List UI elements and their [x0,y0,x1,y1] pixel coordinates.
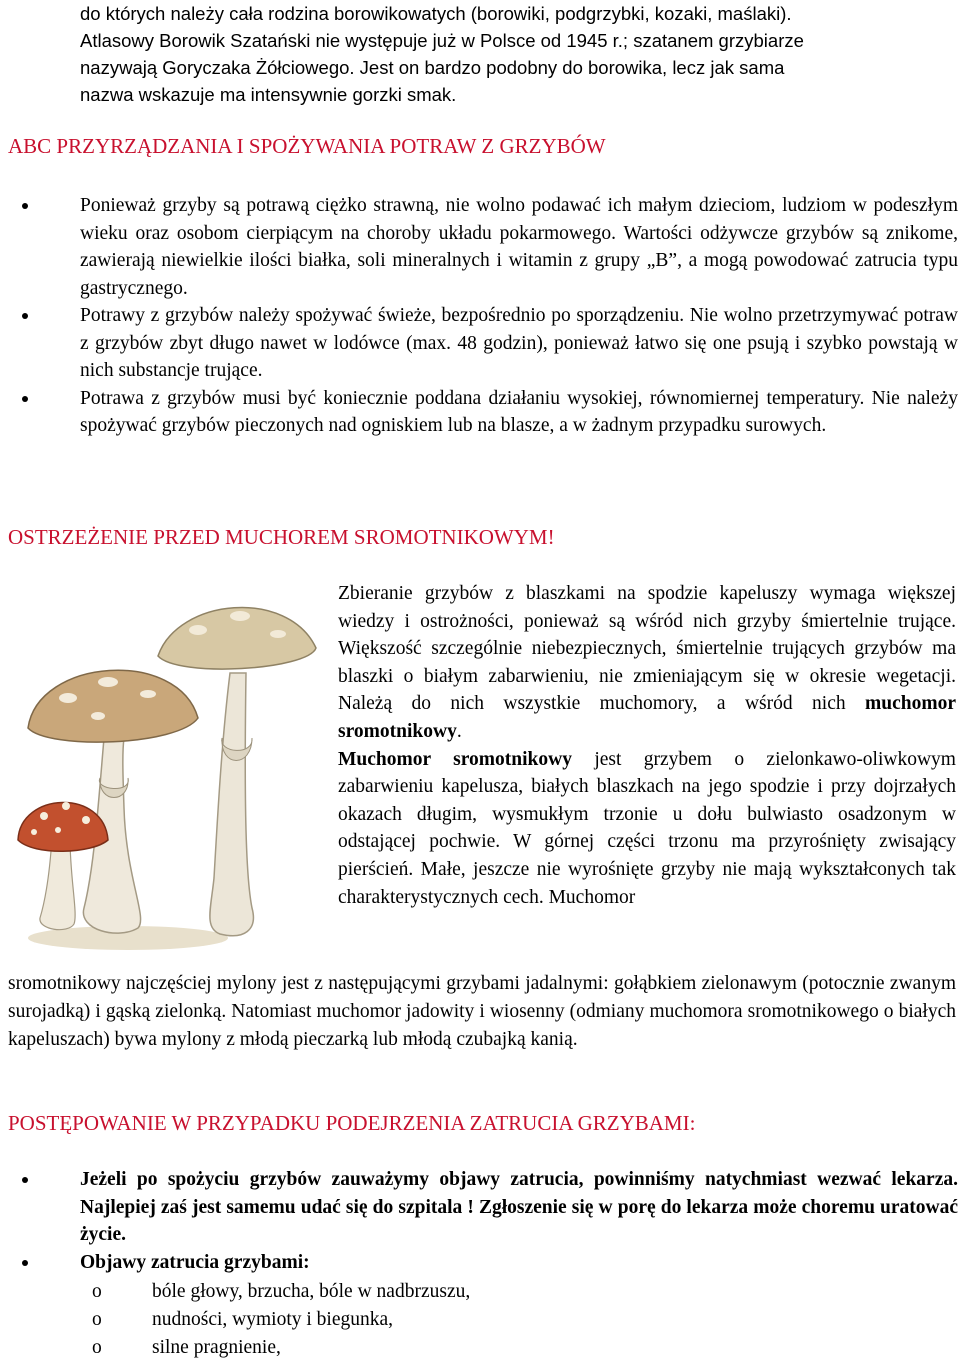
section-heading-poisoning: POSTĘPOWANIE W PRZYPADKU PODEJRZENIA ZATRUCIA GRZYBAMI: [8,1111,696,1135]
bullet-icon [22,1260,28,1266]
intro-line: do których należy cała rodzina borowikowatych (borowiki, podgrzybki, kozaki, maślaki). [80,3,792,24]
list-item-text: Objawy zatrucia grzybami: [80,1251,310,1273]
list-item [88,1306,470,1334]
list-item-text: silne pragnienie, [152,1337,281,1358]
list-item-text: Ponieważ grzyby są potrawą ciężko strawną, nie wolno podawać ich małym dzieciom, ludziom w podeszłym wieku oraz osobom cierpiącym na choroby układu pokarmowego. Wartości odżywcze grzybów są znikome, zawierają niewielkie ilości białka, soli mineralnych i witamin z grupy „B”, a mogą powodować zatrucia typu gastrycznego. [80,195,958,299]
list-item-text: Potrawa z grzybów musi być koniecznie poddana działaniu wysokiej, równomiernej temperatury. Nie należy spożywać grzybów pieczonych nad ogniskiem lub na blasze, a w żadnym przypadku surowych. [80,387,958,436]
paragraph-text: . [456,720,462,742]
intro-line: Atlasowy Borowik Szatański nie występuje już w Polsce od 1945 r.; szatanem grzybiarze [80,30,804,51]
section-heading-warning: OSTRZEŻENIE PRZED MUCHOREM SROMOTNIKOWYM! [8,525,555,549]
section-heading-abc: ABC PRZYRZĄDZANIA I SPOŻYWANIA POTRAW Z GRZYBÓW [8,134,606,158]
muchomor-description [338,580,956,911]
intro-line: nazywają Goryczaka Żółciowego. Jest on bardzo podobny do borowika, lecz jak sama [80,57,785,78]
paragraph-text: jest grzybem o zielonkawo-oliwkowym zabarwieniu kapelusza, białych blaszkach na jego spodzie i przy dojrzałych okazach długim, wysmukłym trzonie u dołu bulwiasto osadzonym w odstającej pochwie. W górnej części trzonu ma przyrośnięty zwisający pierścień. Małe, jeszcze nie wyrośnięte grzyby nie mają wykształconych tak charakterystycznych cech. Muchomor [338,748,956,908]
list-item [88,1278,470,1306]
list-item [8,302,958,385]
bold-term: muchomor sromotnikowy [338,693,956,742]
mushroom-illustration [8,578,320,958]
preparation-bullet-list [8,192,958,440]
sub-bullet-icon: o [92,1309,102,1330]
bullet-icon [22,396,28,402]
list-item-text: bóle głowy, brzucha, bóle w nadbrzuszu, [152,1281,471,1302]
symptoms-list [88,1278,470,1362]
bullet-icon [22,313,28,319]
intro-paragraph [80,0,960,108]
bold-term: Muchomor sromotnikowy [338,748,572,770]
list-item-text: Potrawy z grzybów należy spożywać świeże, bezpośrednio po sporządzeniu. Nie wolno przetrzymywać potraw z grzybów zbyt długo nawet w lodówce (max. 48 godzin), ponieważ łatwo się one psują i szybko powstają w nich substancje trujące. [80,305,958,381]
list-item [8,192,958,302]
sub-bullet-icon: o [92,1281,102,1302]
bullet-icon [22,203,28,209]
confusion-paragraph: sromotnikowy najczęściej mylony jest z następującymi grzybami jadalnymi: gołąbkiem zielonawym (potocznie zwanym surojadką) i gąską zielonką. Natomiast muchomor jadowity i wiosenny (odmiany muchomora sromotnikowego o białych kapeluszach) bywa mylony z młodą pieczarką lub młodą czubajką kanią. [8,973,956,1050]
bullet-icon [22,1177,28,1183]
list-item [8,1249,958,1277]
list-item-text: Jeżeli po spożyciu grzybów zauważymy objawy zatrucia, powinniśmy natychmiast wezwać lekarza. Najlepiej zaś jest samemu udać się do szpitala ! Zgłoszenie się w porę do lekarza może choremu uratować życie. [80,1169,958,1245]
list-item-text: nudności, wymioty i biegunka, [152,1309,394,1330]
sub-bullet-icon: o [92,1337,102,1358]
paragraph-text: Zbieranie grzybów z blaszkami na spodzie kapeluszy wymaga większej wiedzy i ostrożności, ponieważ są wśród nich grzyby śmiertelnie trujące. Większość szczególnie niebezpiecznych, śmiertelnie trujących grzybów ma blaszki o białym zabarwieniu, nie zmieniającym się w okresie wegetacji. Należą do nich wszystkie muchomory, a wśród nich [338,583,956,715]
list-item [88,1334,470,1362]
poisoning-bullet-list [8,1166,958,1276]
paragraph [338,580,956,746]
intro-line: nazwa wskazuje ma intensywnie gorzki smak. [80,84,457,105]
list-item [8,1166,958,1249]
paragraph [338,746,956,912]
list-item [8,385,958,440]
